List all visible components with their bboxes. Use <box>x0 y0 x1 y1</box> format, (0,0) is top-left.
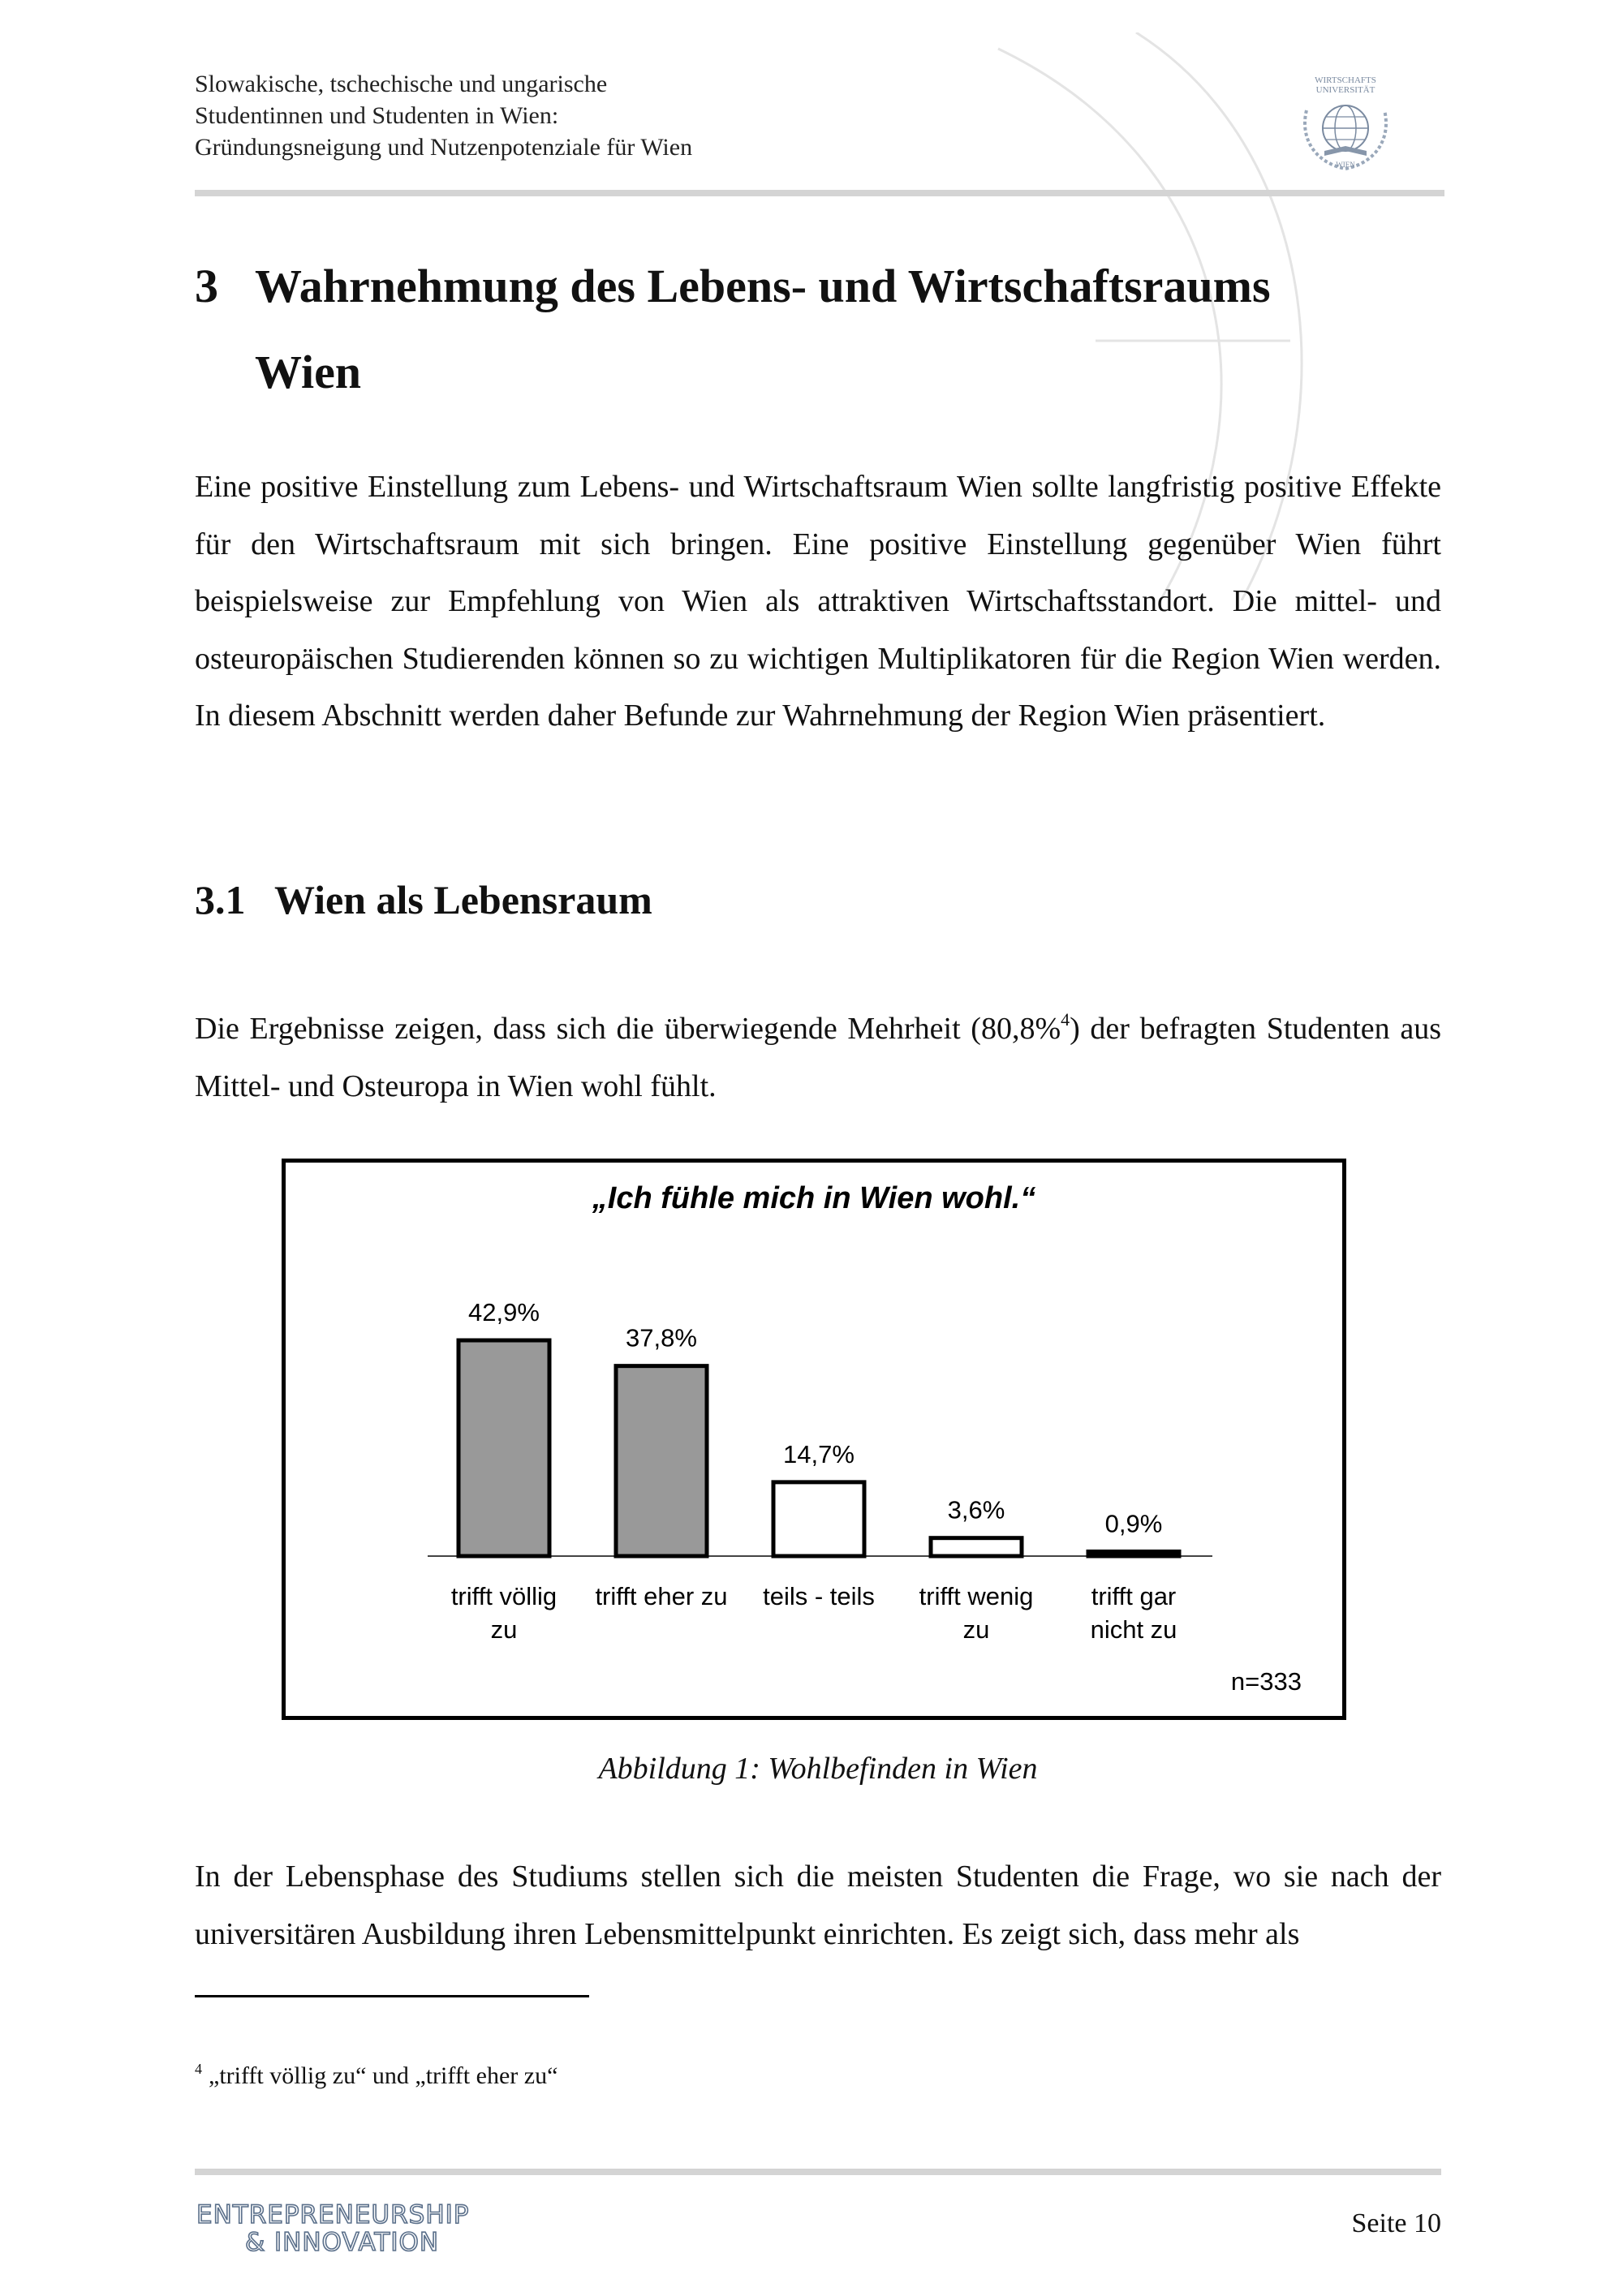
figure-caption: Abbildung 1: Wohlbefinden in Wien <box>598 1752 1038 1786</box>
entrepreneurship-innovation-logo <box>195 2199 527 2255</box>
bar-1 <box>458 1340 549 1556</box>
footnote-text: „trifft völlig zu“ und „trifft eher zu“ <box>209 2062 558 2089</box>
category-label-5-line-1: trifft gar <box>1091 1582 1177 1610</box>
category-label-1-line-2: zu <box>490 1615 518 1644</box>
data-label-5: 0,9% <box>1104 1509 1163 1538</box>
svg-text:& INNOVATION: & INNOVATION <box>245 2228 440 2255</box>
header-line-3: Gründungsneigung und Nutzenpotenziale für Wien <box>195 134 693 161</box>
header-rule <box>195 190 1444 196</box>
subsection-number: 3.1 <box>195 877 246 922</box>
bar-5 <box>1088 1551 1179 1556</box>
category-label-3-line-1: teils - teils <box>763 1582 875 1610</box>
footnote-rule <box>195 1995 589 1997</box>
data-label-4: 3,6% <box>947 1495 1005 1524</box>
category-label-1-line-1: trifft völlig <box>450 1582 558 1610</box>
bar-4 <box>931 1538 1022 1556</box>
bar-chart <box>286 1163 1342 1716</box>
subsection-title: Wien als Lebensraum <box>274 877 652 922</box>
svg-text:UNIVERSITÄT: UNIVERSITÄT <box>1315 85 1375 95</box>
chart-title: „Ich fühle mich in Wien wohl.“ <box>592 1181 1036 1215</box>
section-number: 3 <box>195 260 218 312</box>
svg-text:WIEN: WIEN <box>1336 161 1355 169</box>
intro-paragraph: Eine positive Einstellung zum Lebens- und Wirtschaftsraum Wien sollte langfristig positive Effekte für den Wirtschaftsraum mit sich bringen. Eine positive Einstellung gegenüber Wien führt beispielsweise zur Empfehlung von Wien als attraktiven Wirtschaftsstandort. Die mittel- und osteuropäischen Studierenden können so zu wichtigen Multiplikatoren für die Region Wien werden. In diesem Abschnitt werden daher Befunde zur Wahrnehmung der Region Wien präsentiert. <box>195 470 1441 733</box>
running-header <box>195 68 692 163</box>
result-text-before: Die Ergebnisse zeigen, dass sich die überwiegende Mehrheit (80,8% <box>195 1012 1061 1046</box>
footnote-number: 4 <box>195 2061 202 2077</box>
bar-3 <box>773 1482 864 1556</box>
footnote-reference: 4 <box>1061 1009 1070 1030</box>
result-text-after: ) der befragten Studenten aus Mittel- und Osteuropa in Wien wohl fühlt. <box>195 1012 1441 1103</box>
footnote <box>195 2061 558 2090</box>
svg-text:ENTREPRENEURSHIP: ENTREPRENEURSHIP <box>196 2200 470 2229</box>
svg-text:WIRTSCHAFTS: WIRTSCHAFTS <box>1315 75 1376 85</box>
section-title-line-2: Wien <box>255 346 362 398</box>
category-label-4-line-1: trifft wenig <box>919 1582 1034 1610</box>
header-line-1: Slowakische, tschechische und ungarische <box>195 71 608 97</box>
page-number: Seite 10 <box>1351 2208 1441 2238</box>
chart-frame <box>282 1159 1346 1720</box>
university-logo <box>1289 71 1402 177</box>
header-line-2: Studentinnen und Studenten in Wien: <box>195 102 559 129</box>
category-label-2-line-1: trifft eher zu <box>595 1582 728 1610</box>
result-paragraph <box>195 991 1441 1115</box>
category-label-4-line-2: zu <box>962 1615 990 1644</box>
footer-rule <box>195 2169 1441 2175</box>
data-label-2: 37,8% <box>626 1323 697 1352</box>
category-label-5-line-2: nicht zu <box>1090 1615 1177 1644</box>
data-label-1: 42,9% <box>468 1298 540 1327</box>
sample-size-annotation: n=333 <box>1230 1667 1302 1696</box>
closing-paragraph: In der Lebensphase des Studiums stellen sich die meisten Studenten die Frage, wo sie nach der universitären Ausbildung ihren Lebensmittelpunkt einrichten. Es zeigt sich, dass mehr als <box>195 1860 1441 1951</box>
bar-2 <box>616 1366 707 1556</box>
section-title-line-1: Wahrnehmung des Lebens- und Wirtschaftsraums <box>255 260 1271 312</box>
data-label-3: 14,7% <box>783 1439 855 1468</box>
